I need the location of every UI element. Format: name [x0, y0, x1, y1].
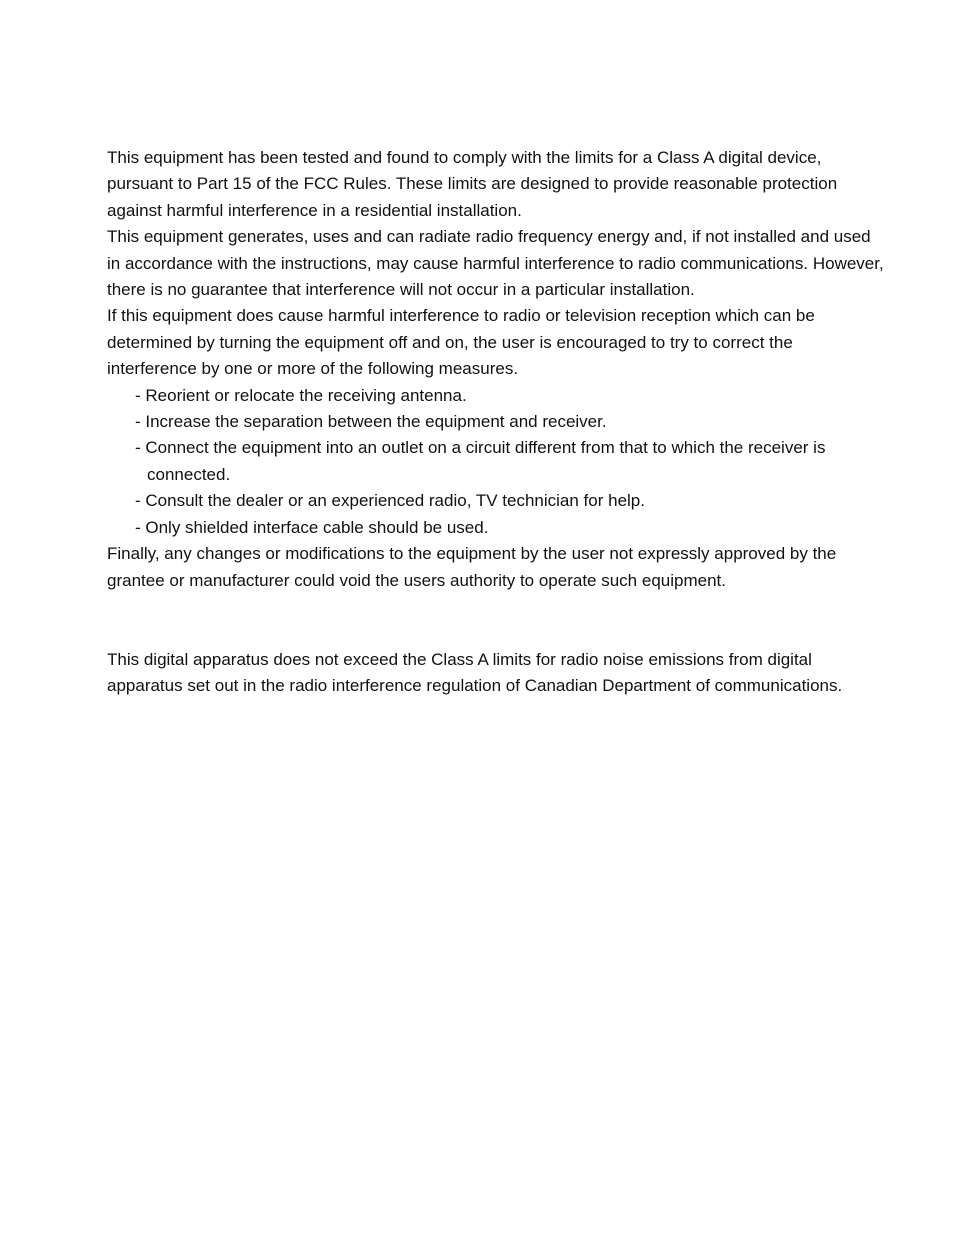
fcc-paragraph-compliance: This equipment has been tested and found to comply with the limits for a Class A digital device, pursuant to Part 15 of the FCC Rules. These limits are designed to provide reasonable protection against harmful interference in a residential installation.	[107, 148, 838, 220]
fcc-statement	[107, 145, 887, 594]
list-item: - Connect the equipment into an outlet on a circuit different from that to which the receiver is connected.	[135, 438, 826, 484]
list-item: - Only shielded interface cable should be used.	[135, 517, 489, 537]
fcc-paragraph-measures-intro: If this equipment does cause harmful interference to radio or television reception which can be determined by turning the equipment off and on, the user is encouraged to try to correct the interference by one or more of the following measures.	[107, 306, 815, 379]
list-item: - Consult the dealer or an experienced radio, TV technician for help.	[135, 491, 645, 511]
document-page	[107, 145, 887, 700]
fcc-paragraph-modifications: Finally, any changes or modifications to the equipment by the user not expressly approved by the grantee or manufacturer could void the users authority to operate such equipment.	[107, 544, 837, 590]
fcc-paragraph-radiation: This equipment generates, uses and can radiate radio frequency energy and, if not installed and used in accordance with the instructions, may cause harmful interference to radio communications. However, there is no guarantee that interference will not occur in a particular installation.	[107, 227, 884, 300]
list-item: - Reorient or relocate the receiving antenna.	[135, 385, 467, 405]
list-item: - Increase the separation between the equipment and receiver.	[135, 412, 607, 432]
measures-list	[107, 383, 887, 541]
canada-paragraph: This digital apparatus does not exceed the Class A limits for radio noise emissions from digital apparatus set out in the radio interference regulation of Canadian Department of communications.	[107, 649, 843, 696]
canada-statement	[107, 647, 887, 700]
section-spacer	[107, 594, 887, 647]
